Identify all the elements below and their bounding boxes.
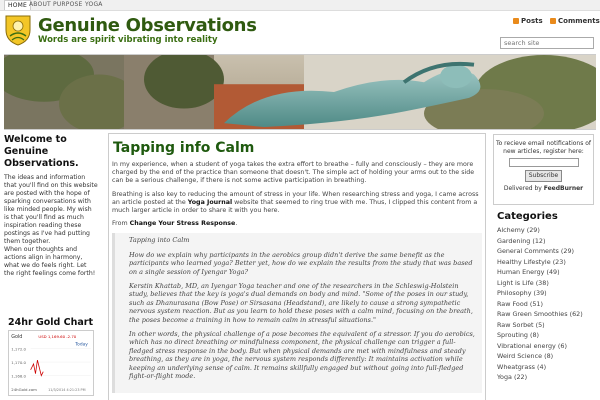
category-count: (29) <box>526 226 540 234</box>
gold-chart-time: 11/3/2014 4:21:23 PM <box>48 388 86 393</box>
welcome-intro: The ideas and information that you'll find on this website are posted with the hope of sparking conversations with like minded people. My wish is that you'll find as much inspiration reading these postings as I've had putting them together. <box>4 174 98 245</box>
category-count: (39) <box>533 289 547 297</box>
gold-tick-1: 1,172.0 <box>11 346 26 352</box>
gold-chart-source: 24hGold.com <box>11 387 37 393</box>
category-count: (6) <box>557 341 567 350</box>
left-sidebar <box>4 134 98 278</box>
nav-home[interactable]: HOME <box>4 0 31 10</box>
category-name[interactable]: Wheatgrass <box>497 362 535 371</box>
category-name[interactable]: Human Energy <box>497 268 545 276</box>
category-count: (23) <box>552 257 566 266</box>
category-item[interactable] <box>497 246 583 257</box>
category-name[interactable]: Raw Food <box>497 299 528 308</box>
post-content <box>108 133 486 400</box>
nav-about[interactable]: ABOUT <box>29 1 51 8</box>
category-count: (5) <box>535 320 545 329</box>
category-count: (29) <box>560 247 575 255</box>
category-name[interactable]: Vibrational energy <box>497 341 556 350</box>
welcome-closing: When our thoughts and actions align in harmony, what we do feels right. Let the right feelings come forth! <box>4 246 96 277</box>
category-name[interactable]: Weird Science <box>497 352 543 360</box>
site-title[interactable]: Genuine Observations <box>38 15 257 36</box>
category-item[interactable] <box>497 257 583 268</box>
gold-price-line <box>31 360 44 376</box>
gold-chart-widget[interactable] <box>8 330 94 396</box>
nav-purpose[interactable]: PURPOSE <box>53 1 83 8</box>
blockquote <box>112 233 482 393</box>
category-count: (12) <box>532 236 546 245</box>
rss-icon <box>513 18 519 24</box>
subscribe-text: To recieve email notifications of new articles, register here: <box>495 140 592 155</box>
categories-heading: Categories <box>497 211 558 222</box>
category-name[interactable]: Sprouting <box>497 331 528 339</box>
category-name[interactable]: Healthy Lifestyle <box>497 257 551 266</box>
category-item[interactable] <box>497 299 583 310</box>
posts-feed-link[interactable]: Posts <box>513 17 543 25</box>
welcome-heading: Welcome to Genuine Observations. <box>4 134 79 169</box>
category-name[interactable]: Yoga <box>497 373 512 381</box>
category-count: (8) <box>544 352 554 360</box>
category-count: (51) <box>529 299 543 308</box>
categories-list <box>497 225 583 383</box>
yoga-journal-link[interactable]: Yoga Journal <box>187 198 233 206</box>
category-item[interactable] <box>497 372 583 383</box>
stress-response-link[interactable]: Change Your Stress Response <box>129 220 236 228</box>
category-count: (8) <box>530 331 540 339</box>
gold-tick-3: 1,168.0 <box>11 373 26 379</box>
category-count: (49) <box>546 268 560 276</box>
category-item[interactable] <box>497 288 583 299</box>
site-logo[interactable] <box>4 14 32 46</box>
category-count: (4) <box>537 362 547 371</box>
banner-image <box>4 54 596 130</box>
nav-yoga[interactable]: YOGA <box>85 1 103 8</box>
email-field[interactable] <box>509 158 579 167</box>
rss-icon <box>550 18 556 24</box>
category-count: (62) <box>569 310 583 318</box>
category-name[interactable]: General Comments <box>497 247 559 255</box>
quote-paragraph: How do we explain why participants in the aerobics group didn't derive the same benefit as the participants who learned yoga? Better yet, how do we explain the results from the study that was based on a single session of Iyengar Yoga? <box>129 250 473 276</box>
category-item[interactable] <box>497 330 583 341</box>
subscribe-button[interactable]: Subscribe <box>525 170 562 182</box>
category-item[interactable] <box>497 351 583 362</box>
feedburner-link[interactable]: FeedBurner <box>543 185 584 192</box>
top-nav <box>0 0 600 11</box>
category-name[interactable]: Raw Green Smoothies <box>497 310 568 318</box>
category-name[interactable]: Alchemy <box>497 226 525 234</box>
delivered-by: Delivered by FeedBurner <box>503 185 584 192</box>
category-item[interactable] <box>497 236 583 247</box>
quote-heading: Tapping into Calm <box>129 236 190 245</box>
post-title[interactable]: Tapping info Calm <box>113 140 255 156</box>
gold-chart-title: 24hr Gold Chart <box>8 317 94 328</box>
category-count: (38) <box>535 278 549 287</box>
comments-feed-link[interactable]: Comments <box>550 17 600 25</box>
category-item[interactable] <box>497 267 583 278</box>
category-item[interactable] <box>497 278 583 289</box>
post-paragraph-1: In my experience, when a student of yoga takes the extra effort to breathe – fully and consciously – they are more charged by the end of the practice than someone that doesn't. The simple act of holding your arms out to the side can be a serious challenge, if there is not some active participation in breathing. <box>112 161 475 185</box>
category-name[interactable]: Light is Life <box>497 278 534 287</box>
category-name[interactable]: Philosophy <box>497 289 532 297</box>
category-item[interactable] <box>497 309 583 320</box>
quote-paragraph: Kerstin Khattab, MD, an Iyengar Yoga teacher and one of the researchers in the Schleswig-Holstein study, believes that the key is yoga's dual demands on body and mind. "Some of the poses in our study, such as Dhanurasana (Bow Pose) or Sirsasana (Headstand), are likely to cause a strong sympathetic nervous system reaction. But as you learn to hold these poses with a calm mind, focusing on the breath, the poses become a training in how to remain calm in stressful situations." <box>129 282 473 324</box>
category-count: (22) <box>513 373 528 381</box>
post-paragraph-2: Breathing is also key to reducing the amount of stress in your life. When researching stress and yoga, I came across an article posted at the Yoga Journal website that seemed to ring true with me. Thus, I clipped this content from a much larger article in order to share it with you here. <box>112 190 479 215</box>
category-item[interactable] <box>497 320 583 331</box>
category-item[interactable] <box>497 341 583 352</box>
category-name[interactable]: Gardening <box>497 236 531 245</box>
gold-tick-2: 1,170.0 <box>11 359 26 365</box>
gold-chart-label: Gold <box>11 334 23 340</box>
quote-paragraph: In other words, the physical challenge of a pose becomes the equivalent of a stressor. If you do aerobics, which has no direct breathing or mindfulness component, the physical challenge can trigger a full-fledged stress response in the body. But when physical demands are met with mindfulness and steady breathing, as they are in yoga, the nervous system responds differently: It maintains activation while keeping an underlying sense of calm. It remains skillfully engaged but without going into full-fledged fight-or-flight mode. <box>129 330 475 381</box>
site-tagline: Words are spirit vibrating into reality <box>38 35 218 45</box>
post-source: From Change Your Stress Response. <box>112 220 238 228</box>
gold-chart-period: Today <box>75 342 88 348</box>
gold-chart-ask: USD 1,169.60 -2.70 <box>38 333 77 339</box>
category-name[interactable]: Raw Sorbet <box>497 320 534 329</box>
email-subscribe-box <box>493 134 594 205</box>
category-item[interactable] <box>497 225 583 236</box>
search-input[interactable] <box>500 37 594 49</box>
category-item[interactable] <box>497 362 583 373</box>
